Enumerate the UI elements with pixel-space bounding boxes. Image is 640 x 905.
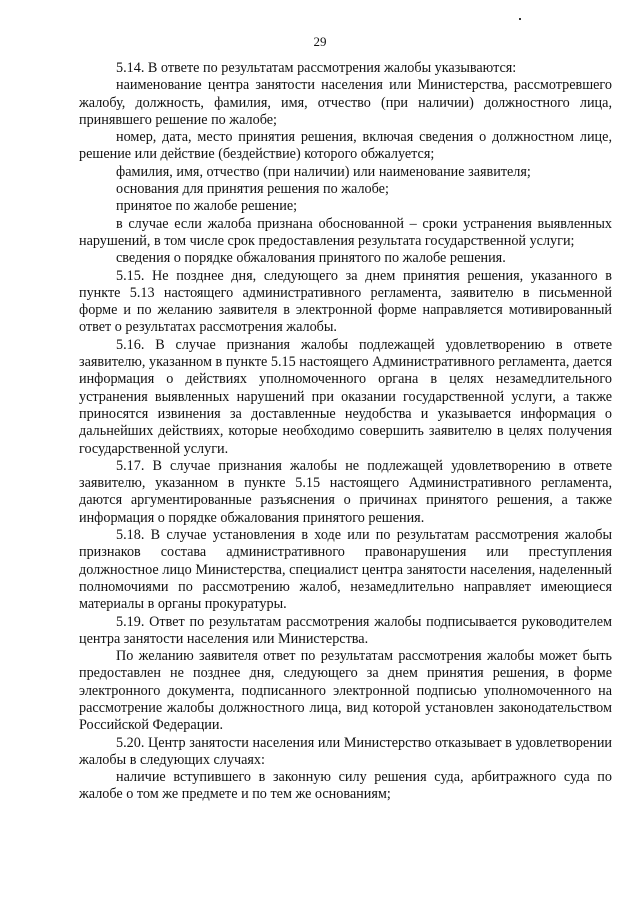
page-number: 29: [313, 34, 327, 49]
paragraph: 5.15. Не позднее дня, следующего за днем принятия решения, указанного в пункте 5.13 настоящего административного регламента, заявителю в письменной форме и по желанию заявителя в электронной форме направляется мотивированный ответ о результатах рассмотрения жалобы.: [79, 267, 612, 336]
paragraph: 5.16. В случае признания жалобы подлежащей удовлетворению в ответе заявителю, указанном в пункте 5.15 настоящего Административного регламента, дается информация о действиях уполномоченного органа в целях незамедлительного устранения выявленных нарушений при оказании государственной услуги, а также приносятся извинения за доставленные неудобства и указывается информация о дальнейших действиях, которые необходимо совершить заявителю в целях получения государственной услуги.: [79, 336, 612, 457]
paragraph: принятое по жалобе решение;: [116, 198, 298, 215]
paragraph: номер, дата, место принятия решения, включая сведения о должностном лице, решение или действие (бездействие) которого обжалуется;: [79, 129, 612, 163]
paragraph: наименование центра занятости населения или Министерства, рассмотревшего жалобу, должность, фамилия, имя, отчество (при наличии) должностного лица, принявшего решение по жалобе;: [79, 77, 612, 128]
paragraph: 5.19. Ответ по результатам рассмотрения жалобы подписывается руководителем центра занятости населения или Министерства.: [79, 613, 612, 647]
paragraph: 5.14. В ответе по результатам рассмотрения жалобы указываются:: [116, 60, 517, 76]
paragraph: в случае если жалоба признана обоснованной – сроки устранения выявленных нарушений, в том числе срок предоставления результата государственной услуги;: [79, 215, 612, 249]
paragraph: фамилия, имя, отчество (при наличии) или наименование заявителя;: [116, 163, 531, 180]
paragraph: 5.18. В случае установления в ходе или по результатам рассмотрения жалобы признаков состава административного правонарушения или преступления должностное лицо Министерства, специалист центра занятости населения, наделенный полномочиями по рассмотрению жалоб, незамедлительно направляет имеющиеся материалы в органы прокуратуры.: [79, 527, 612, 613]
paragraph: 5.20. Центр занятости населения или Министерство отказывает в удовлетворении жалобы в следующих случаях:: [79, 734, 612, 768]
paragraph: сведения о порядке обжалования принятого по жалобе решения.: [116, 250, 506, 267]
paragraph: По желанию заявителя ответ по результатам рассмотрения жалобы может быть предоставлен не позднее дня, следующего за днем принятия решения, в форме электронного документа, подписанного электронной подписью уполномоченного на рассмотрение жалобы должностного лица, вид которой установлен законодательством Российской Федерации.: [79, 648, 612, 734]
body-text: [79, 60, 612, 804]
paragraph: наличие вступившего в законную силу решения суда, арбитражного суда по жалобе о том же предмете и по тем же основаниям;: [79, 769, 612, 803]
paragraph: основания для принятия решения по жалобе;: [116, 181, 389, 198]
scan-speck: [519, 18, 521, 20]
paragraph: 5.17. В случае признания жалобы не подлежащей удовлетворению в ответе заявителю, указанном в пункте 5.15 настоящего Административного регламента, даются аргументированные разъяснения о причинах принятого решения, а также информация о порядке обжалования принятого решения.: [79, 457, 612, 526]
